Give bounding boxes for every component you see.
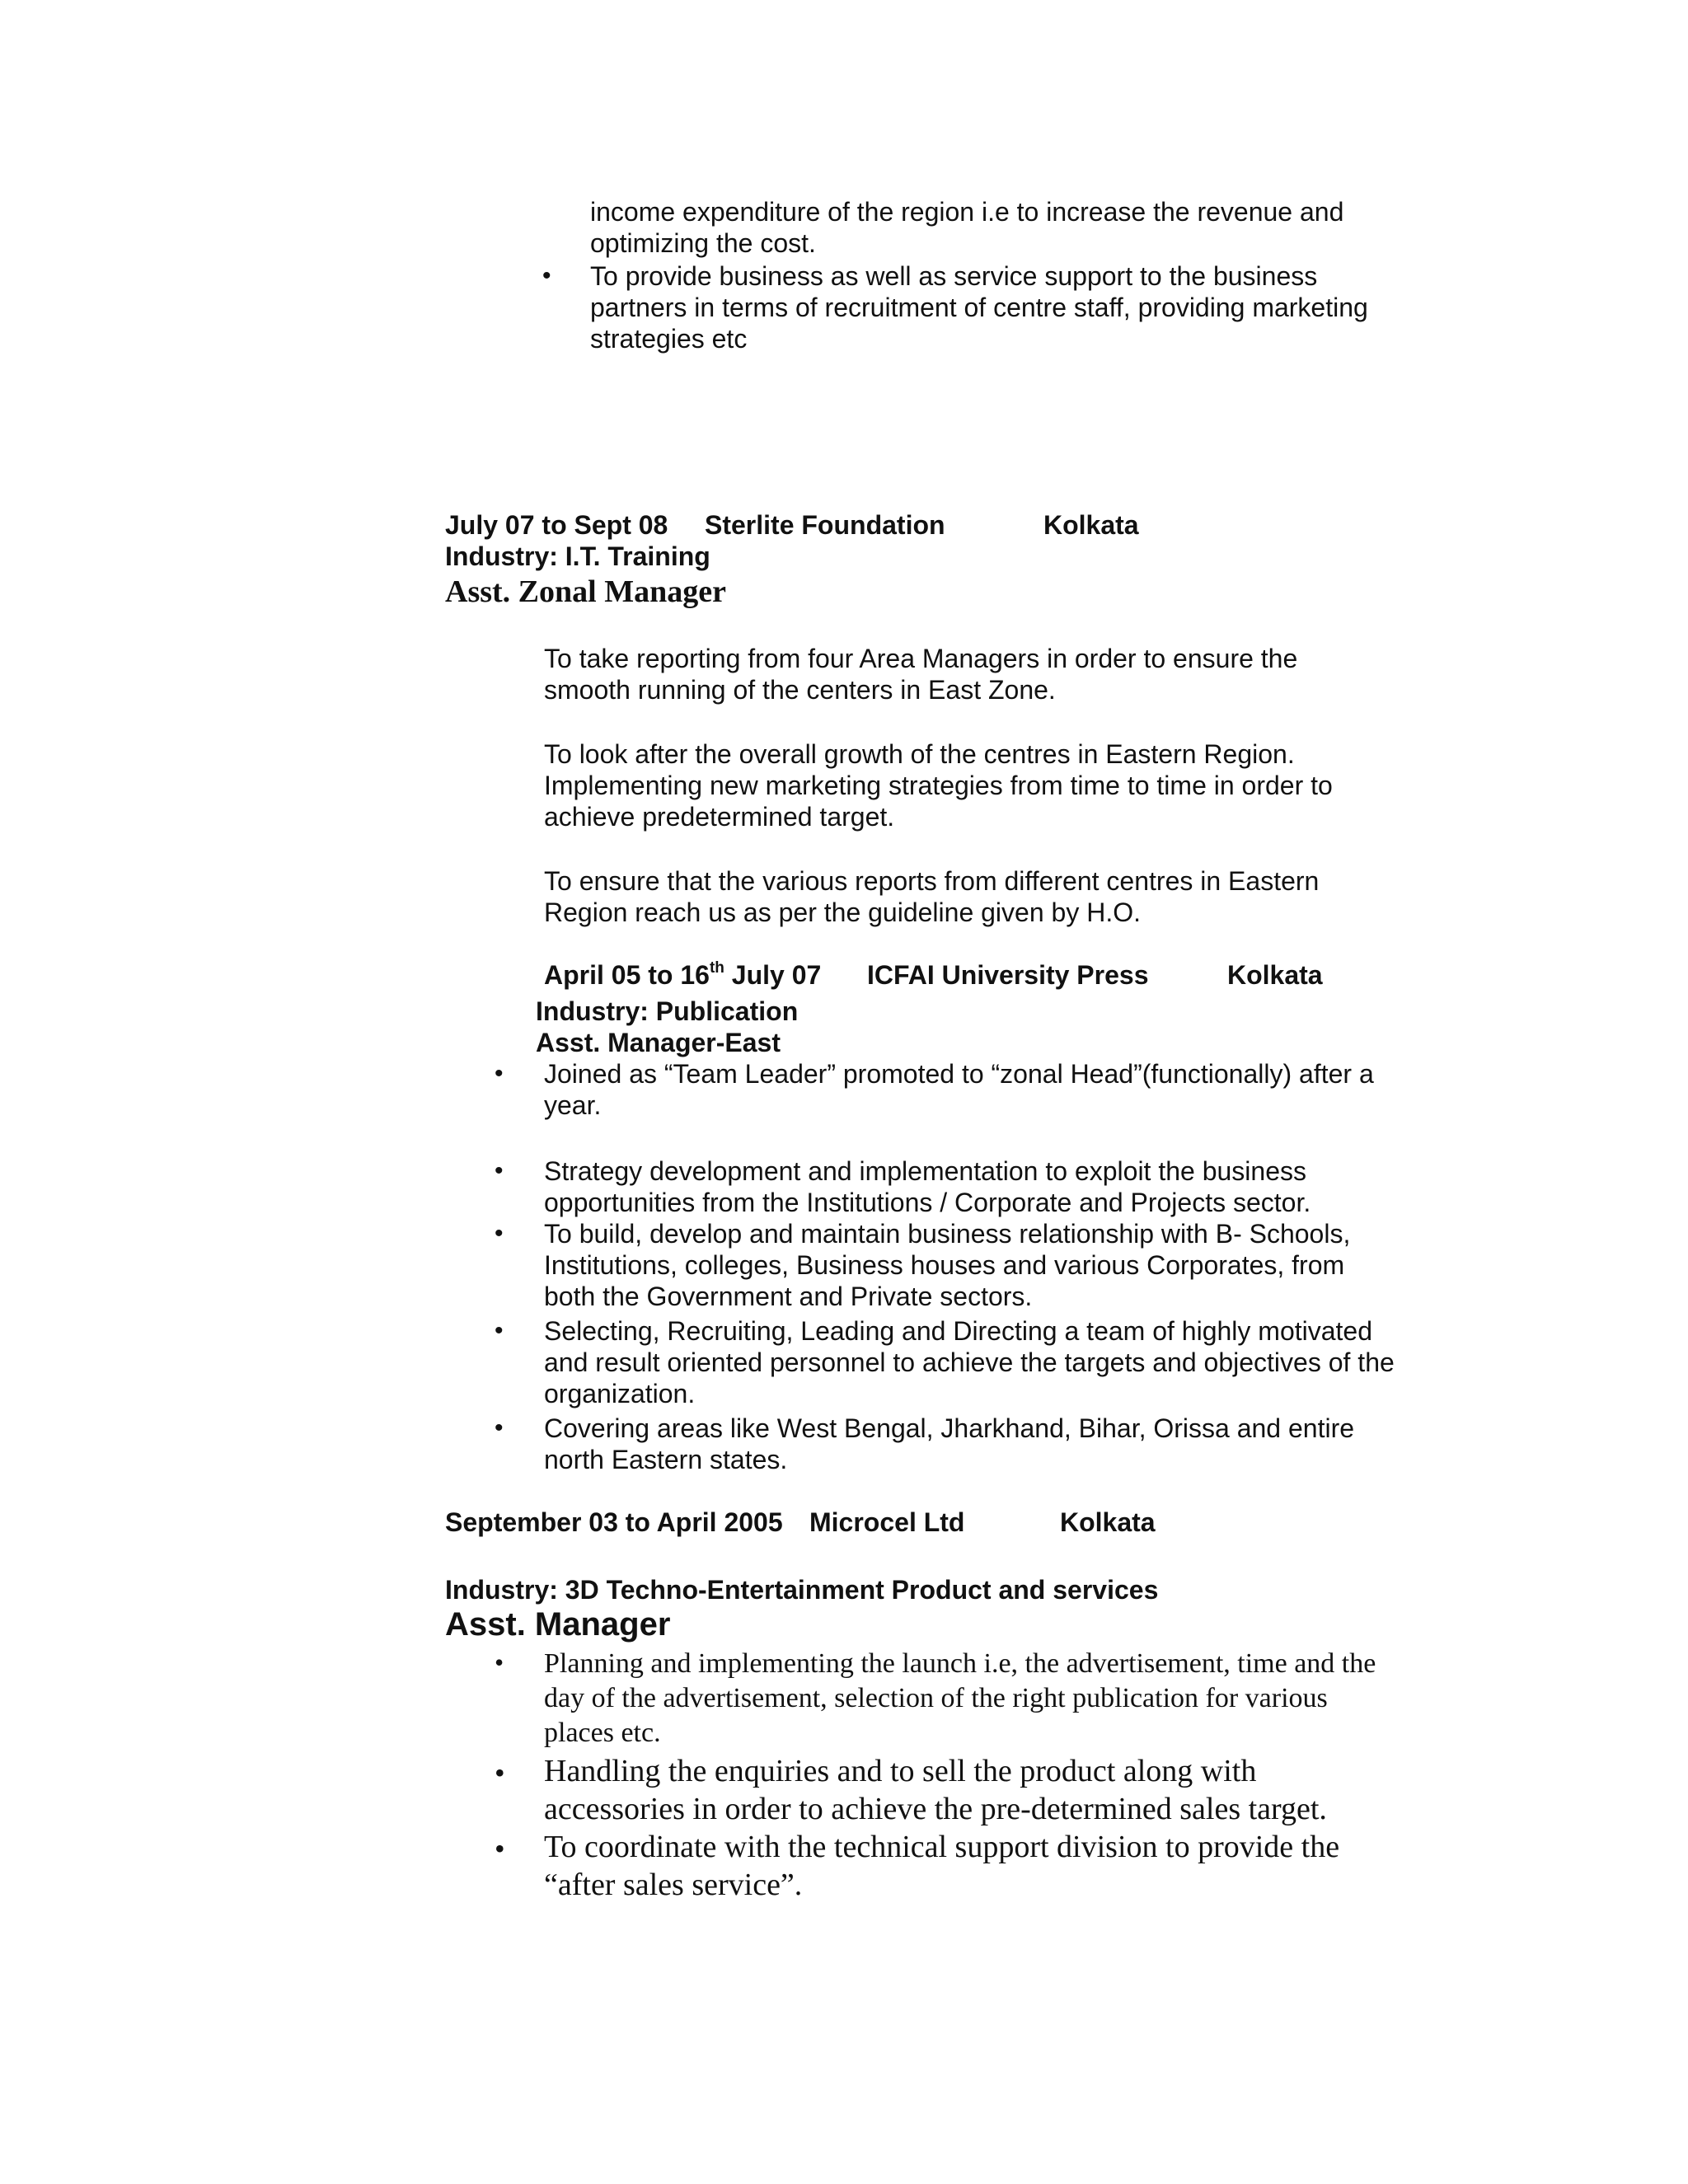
intro-continued-text: income expenditure of the region i.e to increase the revenue and optimizing the cost. xyxy=(590,197,1344,258)
icfai-dates-end: July 07 xyxy=(724,960,822,990)
sterlite-company: Sterlite Foundation xyxy=(705,510,945,540)
bullet-icon: • xyxy=(495,1157,504,1184)
microcel-location: Kolkata xyxy=(1060,1507,1156,1537)
sterlite-location: Kolkata xyxy=(1043,510,1139,540)
sterlite-paragraph: To take reporting from four Area Managers in order to ensure the smooth running of the centers in East Zone. xyxy=(544,644,1298,705)
icfai-location: Kolkata xyxy=(1227,960,1323,990)
bullet-icon: • xyxy=(495,1414,504,1441)
icfai-bullet-text: Covering areas like West Bengal, Jharkhand, Bihar, Orissa and entire north Eastern states. xyxy=(544,1413,1355,1474)
microcel-bullet-text: Planning and implementing the launch i.e, the advertisement, time and the day of the advertisement, selection of the right publication for various places etc. xyxy=(544,1648,1376,1748)
icfai-dates xyxy=(544,959,821,991)
sterlite-industry: Industry: I.T. Training xyxy=(445,541,710,571)
sterlite-paragraph: To look after the overall growth of the centres in Eastern Region. Implementing new marketing strategies from time to time in order to achieve predetermined target. xyxy=(544,739,1333,832)
icfai-bullet-text: Selecting, Recruiting, Leading and Directing a team of highly motivated and result oriented personnel to achieve the targets and objectives of the organization. xyxy=(544,1316,1395,1408)
microcel-industry: Industry: 3D Techno-Entertainment Product and services xyxy=(445,1575,1159,1605)
icfai-bullet-text: Joined as “Team Leader” promoted to “zonal Head”(functionally) after a year. xyxy=(544,1059,1374,1120)
icfai-industry: Industry: Publication xyxy=(536,996,799,1026)
bullet-icon: • xyxy=(495,1060,504,1087)
sterlite-dates: July 07 to Sept 08 xyxy=(445,510,668,540)
bullet-icon: • xyxy=(495,1647,504,1677)
bullet-icon: • xyxy=(542,262,551,289)
sterlite-paragraph: To ensure that the various reports from different centres in Eastern Region reach us as per the guideline given by H.O. xyxy=(544,866,1320,927)
icfai-dates-start: April 05 to 16 xyxy=(544,960,710,990)
microcel-job-title: Asst. Manager xyxy=(445,1606,671,1643)
sterlite-job-title: Asst. Zonal Manager xyxy=(445,574,726,609)
icfai-company: ICFAI University Press xyxy=(867,960,1149,990)
bullet-icon: • xyxy=(495,1220,504,1247)
microcel-bullet-text: To coordinate with the technical support division to provide the “after sales service”. xyxy=(544,1830,1340,1902)
bullet-icon: • xyxy=(495,1756,505,1789)
bullet-icon: • xyxy=(495,1832,505,1865)
icfai-bullet-text: Strategy development and implementation to exploit the business opportunities from the Institutions / Corporate and Projects sector. xyxy=(544,1156,1311,1217)
icfai-dates-sup: th xyxy=(709,959,724,977)
intro-bullet-text: To provide business as well as service support to the business partners in terms of recruitment of centre staff, providing marketing strategies etc xyxy=(590,261,1368,354)
microcel-dates: September 03 to April 2005 xyxy=(445,1507,783,1537)
microcel-bullet-text: Handling the enquiries and to sell the product along with accessories in order to achieve the pre-determined sales target. xyxy=(544,1754,1327,1826)
icfai-bullet-text: To build, develop and maintain business relationship with B- Schools, Institutions, colleges, Business houses and various Corporates, from both the Government and Private sectors. xyxy=(544,1219,1351,1311)
microcel-company: Microcel Ltd xyxy=(809,1507,965,1537)
icfai-job-title: Asst. Manager-East xyxy=(536,1028,781,1057)
bullet-icon: • xyxy=(495,1317,504,1344)
